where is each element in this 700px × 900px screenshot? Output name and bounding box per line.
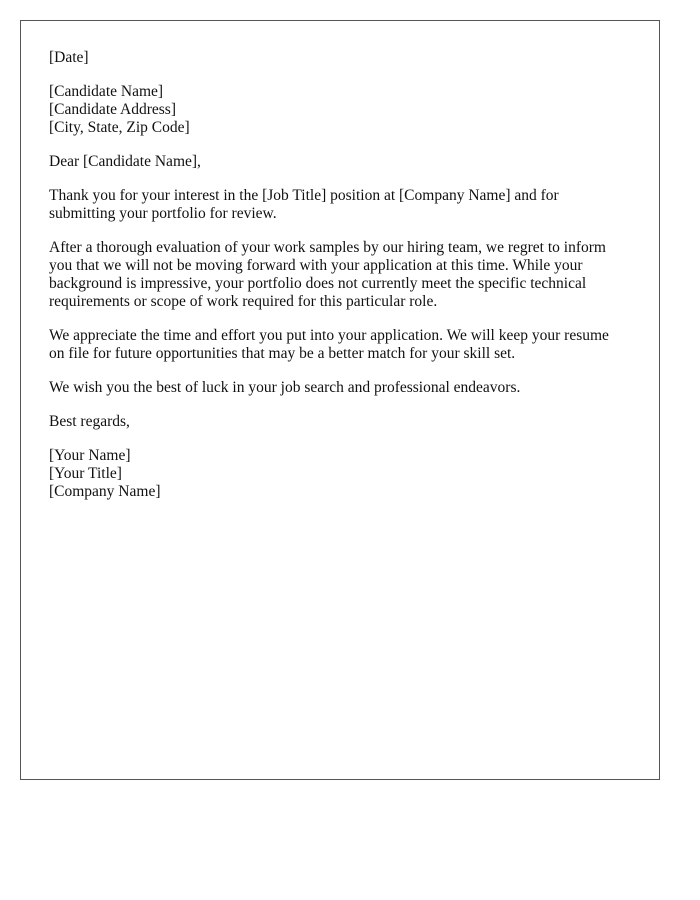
signer-title: [Your Title] [49,465,122,482]
paragraph-line: Thank you for your interest in the [Job Title] position at [Company Name] and for [49,187,559,204]
recipient-city-state-zip: [City, State, Zip Code] [49,119,190,136]
paragraph-line: background is impressive, your portfolio does not currently meet the specific technical [49,275,587,292]
paragraph-line: requirements or scope of work required for this particular role. [49,293,438,310]
salutation-text: Dear [Candidate Name], [49,153,201,170]
paragraph-line: on file for future opportunities that may be a better match for your skill set. [49,345,516,362]
letter-content [49,49,639,517]
date-block [49,49,639,67]
signer-company: [Company Name] [49,483,161,500]
body-paragraph-1 [49,187,639,223]
paragraph-line: We appreciate the time and effort you put into your application. We will keep your resume [49,327,609,344]
body-paragraph-2 [49,239,639,311]
recipient-address-block [49,83,639,137]
paragraph-line: We wish you the best of luck in your job search and professional endeavors. [49,379,521,396]
closing-text: Best regards, [49,413,130,430]
paragraph-line: After a thorough evaluation of your work samples by our hiring team, we regret to inform [49,239,606,256]
body-paragraph-4 [49,379,639,397]
recipient-name: [Candidate Name] [49,83,164,100]
letter-date: [Date] [49,49,89,66]
paragraph-line: submitting your portfolio for review. [49,205,277,222]
body-paragraph-3 [49,327,639,363]
signature-block [49,447,639,501]
letter-page [20,20,660,780]
paragraph-line: you that we will not be moving forward with your application at this time. While your [49,257,583,274]
closing [49,413,639,431]
signer-name: [Your Name] [49,447,131,464]
recipient-address: [Candidate Address] [49,101,176,118]
salutation [49,153,639,171]
